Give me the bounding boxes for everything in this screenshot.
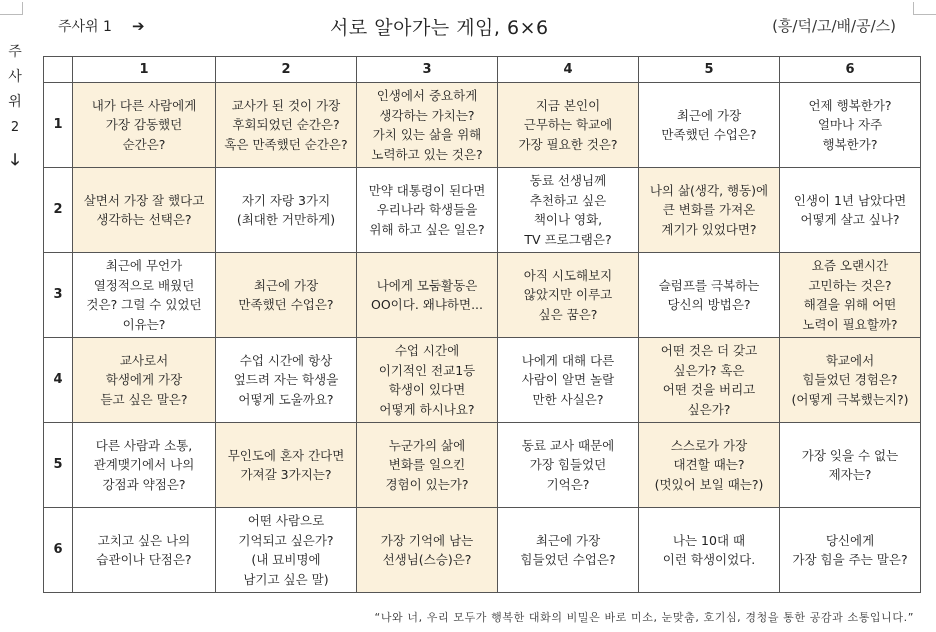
question-line: 다른 사람과 소통, xyxy=(95,437,193,453)
question-cell xyxy=(357,423,498,508)
question-line: 가져갈 3가지는? xyxy=(240,467,332,482)
question-line: 얼마나 자주 xyxy=(817,117,883,133)
question-cell xyxy=(73,253,216,338)
question-line: 당신의 방법은? xyxy=(667,297,751,312)
question-line: 가장 기억에 남는 xyxy=(380,532,474,548)
question-line: 힘들었던 경험은? xyxy=(802,372,898,388)
question-cell xyxy=(216,83,357,168)
question-cell xyxy=(357,508,498,593)
question-line: 가장 잊을 수 없는 xyxy=(801,447,899,463)
question-line: 이기적인 전교1등 xyxy=(378,362,476,378)
question-line: 것은? 그럴 수 있었던 xyxy=(86,297,202,312)
question-line: 변화를 일으킨 xyxy=(388,457,466,473)
question-cell xyxy=(216,338,357,423)
question-cell xyxy=(498,423,639,508)
dice-2-char: 주 xyxy=(8,44,22,60)
row-header: 3 xyxy=(44,253,73,338)
grid-row xyxy=(44,508,921,593)
question-line: 이런 학생이었다. xyxy=(662,552,756,567)
question-cell xyxy=(780,338,921,423)
question-line: 않았지만 이루고 xyxy=(523,287,613,303)
question-cell xyxy=(639,508,780,593)
question-line: TV 프로그램은? xyxy=(524,231,612,247)
page-corner-mark-left xyxy=(0,2,23,15)
question-cell xyxy=(73,508,216,593)
question-line: 만한 사실은? xyxy=(532,391,604,407)
question-line: 대견할 때는? xyxy=(673,457,745,473)
question-line: 만약 대통령이 된다면 xyxy=(368,182,486,198)
question-line: 내가 다른 사람에게 xyxy=(91,97,197,113)
question-cell xyxy=(639,83,780,168)
question-cell xyxy=(357,168,498,253)
grid-row xyxy=(44,168,921,253)
question-cell xyxy=(780,423,921,508)
question-line: 생각하는 선택은? xyxy=(96,212,192,227)
question-cell xyxy=(216,423,357,508)
question-cell xyxy=(498,83,639,168)
question-cell xyxy=(498,253,639,338)
question-cell xyxy=(73,338,216,423)
question-line: 가장 힘을 주는 말은? xyxy=(792,552,908,567)
dice-2-char: 사 xyxy=(8,69,22,85)
question-cell xyxy=(780,508,921,593)
question-grid xyxy=(43,56,921,593)
column-header-row xyxy=(44,57,921,83)
page-title: 서로 알아가는 게임, 6×6 xyxy=(330,17,549,39)
question-line: 위해 하고 싶은 일은? xyxy=(369,221,485,237)
question-line: 최근에 가장 xyxy=(253,277,319,293)
question-line: 어떤 사람으로 xyxy=(247,513,325,528)
question-cell xyxy=(780,83,921,168)
question-line: 어떻게 도울까요? xyxy=(238,391,334,407)
grid-row xyxy=(44,338,921,423)
question-cell xyxy=(639,338,780,423)
question-line: 싶은가? xyxy=(687,401,731,417)
question-cell xyxy=(639,253,780,338)
question-line: (멋있어 보일 때는?) xyxy=(654,476,764,492)
question-line: 가장 감동했던 xyxy=(105,117,183,133)
column-header: 5 xyxy=(639,57,780,83)
question-line: 가장 필요한 것은? xyxy=(518,136,618,152)
question-line: 당신에게 xyxy=(825,532,875,548)
question-line: 가치 있는 삶을 위해 xyxy=(372,127,482,142)
question-line: 요즘 오랜시간 xyxy=(811,258,889,273)
question-line: 해결을 위해 어떤 xyxy=(803,297,897,312)
row-header: 1 xyxy=(44,83,73,168)
question-line: 선생님(스승)은? xyxy=(382,552,472,567)
dice-2-number: 2 xyxy=(10,120,20,135)
column-header: 3 xyxy=(357,57,498,83)
arrow-down-icon: 🡓 xyxy=(10,150,20,169)
question-line: 계기가 있었다면? xyxy=(661,221,757,237)
question-line: 고민하는 것은? xyxy=(808,277,892,293)
question-cell xyxy=(216,253,357,338)
question-line: 기억되고 싶은가? xyxy=(238,532,334,548)
question-line: 강점과 약점은? xyxy=(102,476,186,492)
question-line: 혹은 만족했던 순간은? xyxy=(224,136,348,152)
question-line: 동료 교사 때문에 xyxy=(521,437,615,453)
question-line: 기억은? xyxy=(546,476,590,492)
row-header: 4 xyxy=(44,338,73,423)
question-line: 노력이 필요할까? xyxy=(802,316,898,332)
question-line: 최근에 무언가 xyxy=(105,258,183,273)
question-line: 어떤 것은 더 갖고 xyxy=(660,343,758,358)
grid-row xyxy=(44,253,921,338)
question-line: 힘들었던 수업은? xyxy=(520,552,616,567)
question-line: 큰 변화를 가져온 xyxy=(662,202,756,218)
dice-1-label-group xyxy=(58,16,145,36)
question-line: 수업 시간에 항상 xyxy=(239,352,333,368)
question-cell xyxy=(639,168,780,253)
row-header: 5 xyxy=(44,423,73,508)
question-line: 슬럼프를 극복하는 xyxy=(658,277,760,293)
question-cell xyxy=(780,253,921,338)
question-cell xyxy=(357,338,498,423)
question-cell xyxy=(73,423,216,508)
question-cell xyxy=(216,168,357,253)
question-line: 최근에 가장 xyxy=(535,532,601,548)
question-cell xyxy=(216,508,357,593)
question-line: 생각하는 가치는? xyxy=(379,107,475,123)
question-line: 만족했던 수업은? xyxy=(661,127,757,142)
question-line: (내 묘비명에 xyxy=(251,552,321,567)
column-header: 6 xyxy=(780,57,921,83)
question-line: 만족했던 수업은? xyxy=(238,297,334,312)
question-line: OO이다. 왜냐하면... xyxy=(371,297,483,312)
question-line: 추천하고 싶은 xyxy=(529,192,607,208)
question-line: 언제 행복한가? xyxy=(808,97,892,113)
question-cell xyxy=(498,338,639,423)
question-line: (최대한 거만하게) xyxy=(236,212,336,227)
question-line: 지금 본인이 xyxy=(535,97,601,113)
question-cell xyxy=(357,83,498,168)
question-cell xyxy=(357,253,498,338)
question-line: 싶은가? 혹은 xyxy=(673,362,745,378)
question-line: 교사가 된 것이 가장 xyxy=(231,97,341,113)
question-line: 인생에서 중요하게 xyxy=(376,88,478,103)
question-line: 아직 시도해보지 xyxy=(523,267,613,283)
page-corner-mark-right xyxy=(913,2,936,15)
question-line: 인생이 1년 남았다면 xyxy=(793,192,907,208)
question-line: 학생에게 가장 xyxy=(105,372,183,388)
question-line: 무인도에 혼자 간다면 xyxy=(227,447,345,463)
question-line: 사람이 알면 놀랄 xyxy=(521,372,615,388)
question-cell xyxy=(73,83,216,168)
column-header: 2 xyxy=(216,57,357,83)
question-cell xyxy=(498,168,639,253)
question-line: 경험이 있는가? xyxy=(385,476,469,492)
question-line: 근무하는 학교에 xyxy=(523,117,613,133)
question-line: 열정적으로 배웠던 xyxy=(93,277,195,293)
dice-1-label: 주사위 1 xyxy=(58,19,112,35)
row-header: 6 xyxy=(44,508,73,593)
question-line: 최근에 가장 xyxy=(676,107,742,123)
arrow-right-icon: ➔ xyxy=(131,17,145,35)
grid-row xyxy=(44,423,921,508)
question-line: 학교에서 xyxy=(825,352,875,368)
question-line: 학생이 있다면 xyxy=(388,382,466,397)
column-header: 1 xyxy=(73,57,216,83)
question-line: 엎드려 자는 학생을 xyxy=(233,372,339,388)
authors-label: (흥/덕/고/배/공/스) xyxy=(772,17,896,35)
dice-2-char: 위 xyxy=(8,94,22,110)
question-line: 남기고 싶은 말) xyxy=(243,571,329,587)
question-line: 싶은 꿈은? xyxy=(538,306,598,322)
row-header: 2 xyxy=(44,168,73,253)
question-line: 나에게 대해 다른 xyxy=(521,352,615,368)
question-line: 습관이나 단점은? xyxy=(96,552,192,567)
dice-2-label-group xyxy=(4,40,26,168)
question-line: 노력하고 있는 것은? xyxy=(371,146,483,162)
question-line: 순간은? xyxy=(122,136,166,152)
question-line: 책이나 영화, xyxy=(533,212,603,227)
question-line: 살면서 가장 잘 했다고 xyxy=(83,192,205,208)
question-line: 동료 선생님께 xyxy=(529,173,607,188)
question-cell xyxy=(73,168,216,253)
grid-row xyxy=(44,83,921,168)
column-header: 4 xyxy=(498,57,639,83)
question-line: 어떻게 살고 싶나? xyxy=(800,212,900,227)
grid-corner-cell xyxy=(44,57,73,83)
question-line: 스스로가 가장 xyxy=(670,437,748,453)
question-line: (어떻게 극복했는지?) xyxy=(791,391,909,407)
question-line: 고치고 싶은 나의 xyxy=(97,532,191,548)
question-line: 가장 힘들었던 xyxy=(529,457,607,473)
grid-body xyxy=(44,83,921,593)
question-line: 누군가의 삶에 xyxy=(388,437,466,453)
question-line: 나에게 모둠활동은 xyxy=(376,277,478,293)
question-cell xyxy=(639,423,780,508)
question-line: 어떤 것을 버리고 xyxy=(662,382,756,397)
question-line: 나의 삶(생각, 행동)에 xyxy=(649,182,769,198)
question-line: 교사로서 xyxy=(119,352,169,368)
question-line: 듣고 싶은 말은? xyxy=(100,391,188,407)
question-cell xyxy=(780,168,921,253)
question-line: 나는 10대 때 xyxy=(672,532,746,548)
footer-quote: “나와 너, 우리 모두가 행복한 대화의 비밀은 바로 미소, 눈맞춤, 호기심, 경청을 통한 공감과 소통입니다.” xyxy=(374,611,914,624)
question-cell xyxy=(498,508,639,593)
question-line: 이유는? xyxy=(122,316,166,332)
question-line: 관계맺기에서 나의 xyxy=(93,457,195,473)
question-line: 우리나라 학생들을 xyxy=(376,202,478,218)
question-line: 행복한가? xyxy=(822,136,878,152)
question-line: 어떻게 하시나요? xyxy=(379,401,475,417)
question-line: 자기 자랑 3가지 xyxy=(241,192,331,208)
question-line: 후회되었던 순간은? xyxy=(232,117,340,133)
question-line: 수업 시간에 xyxy=(394,343,460,358)
question-line: 제자는? xyxy=(828,467,872,482)
